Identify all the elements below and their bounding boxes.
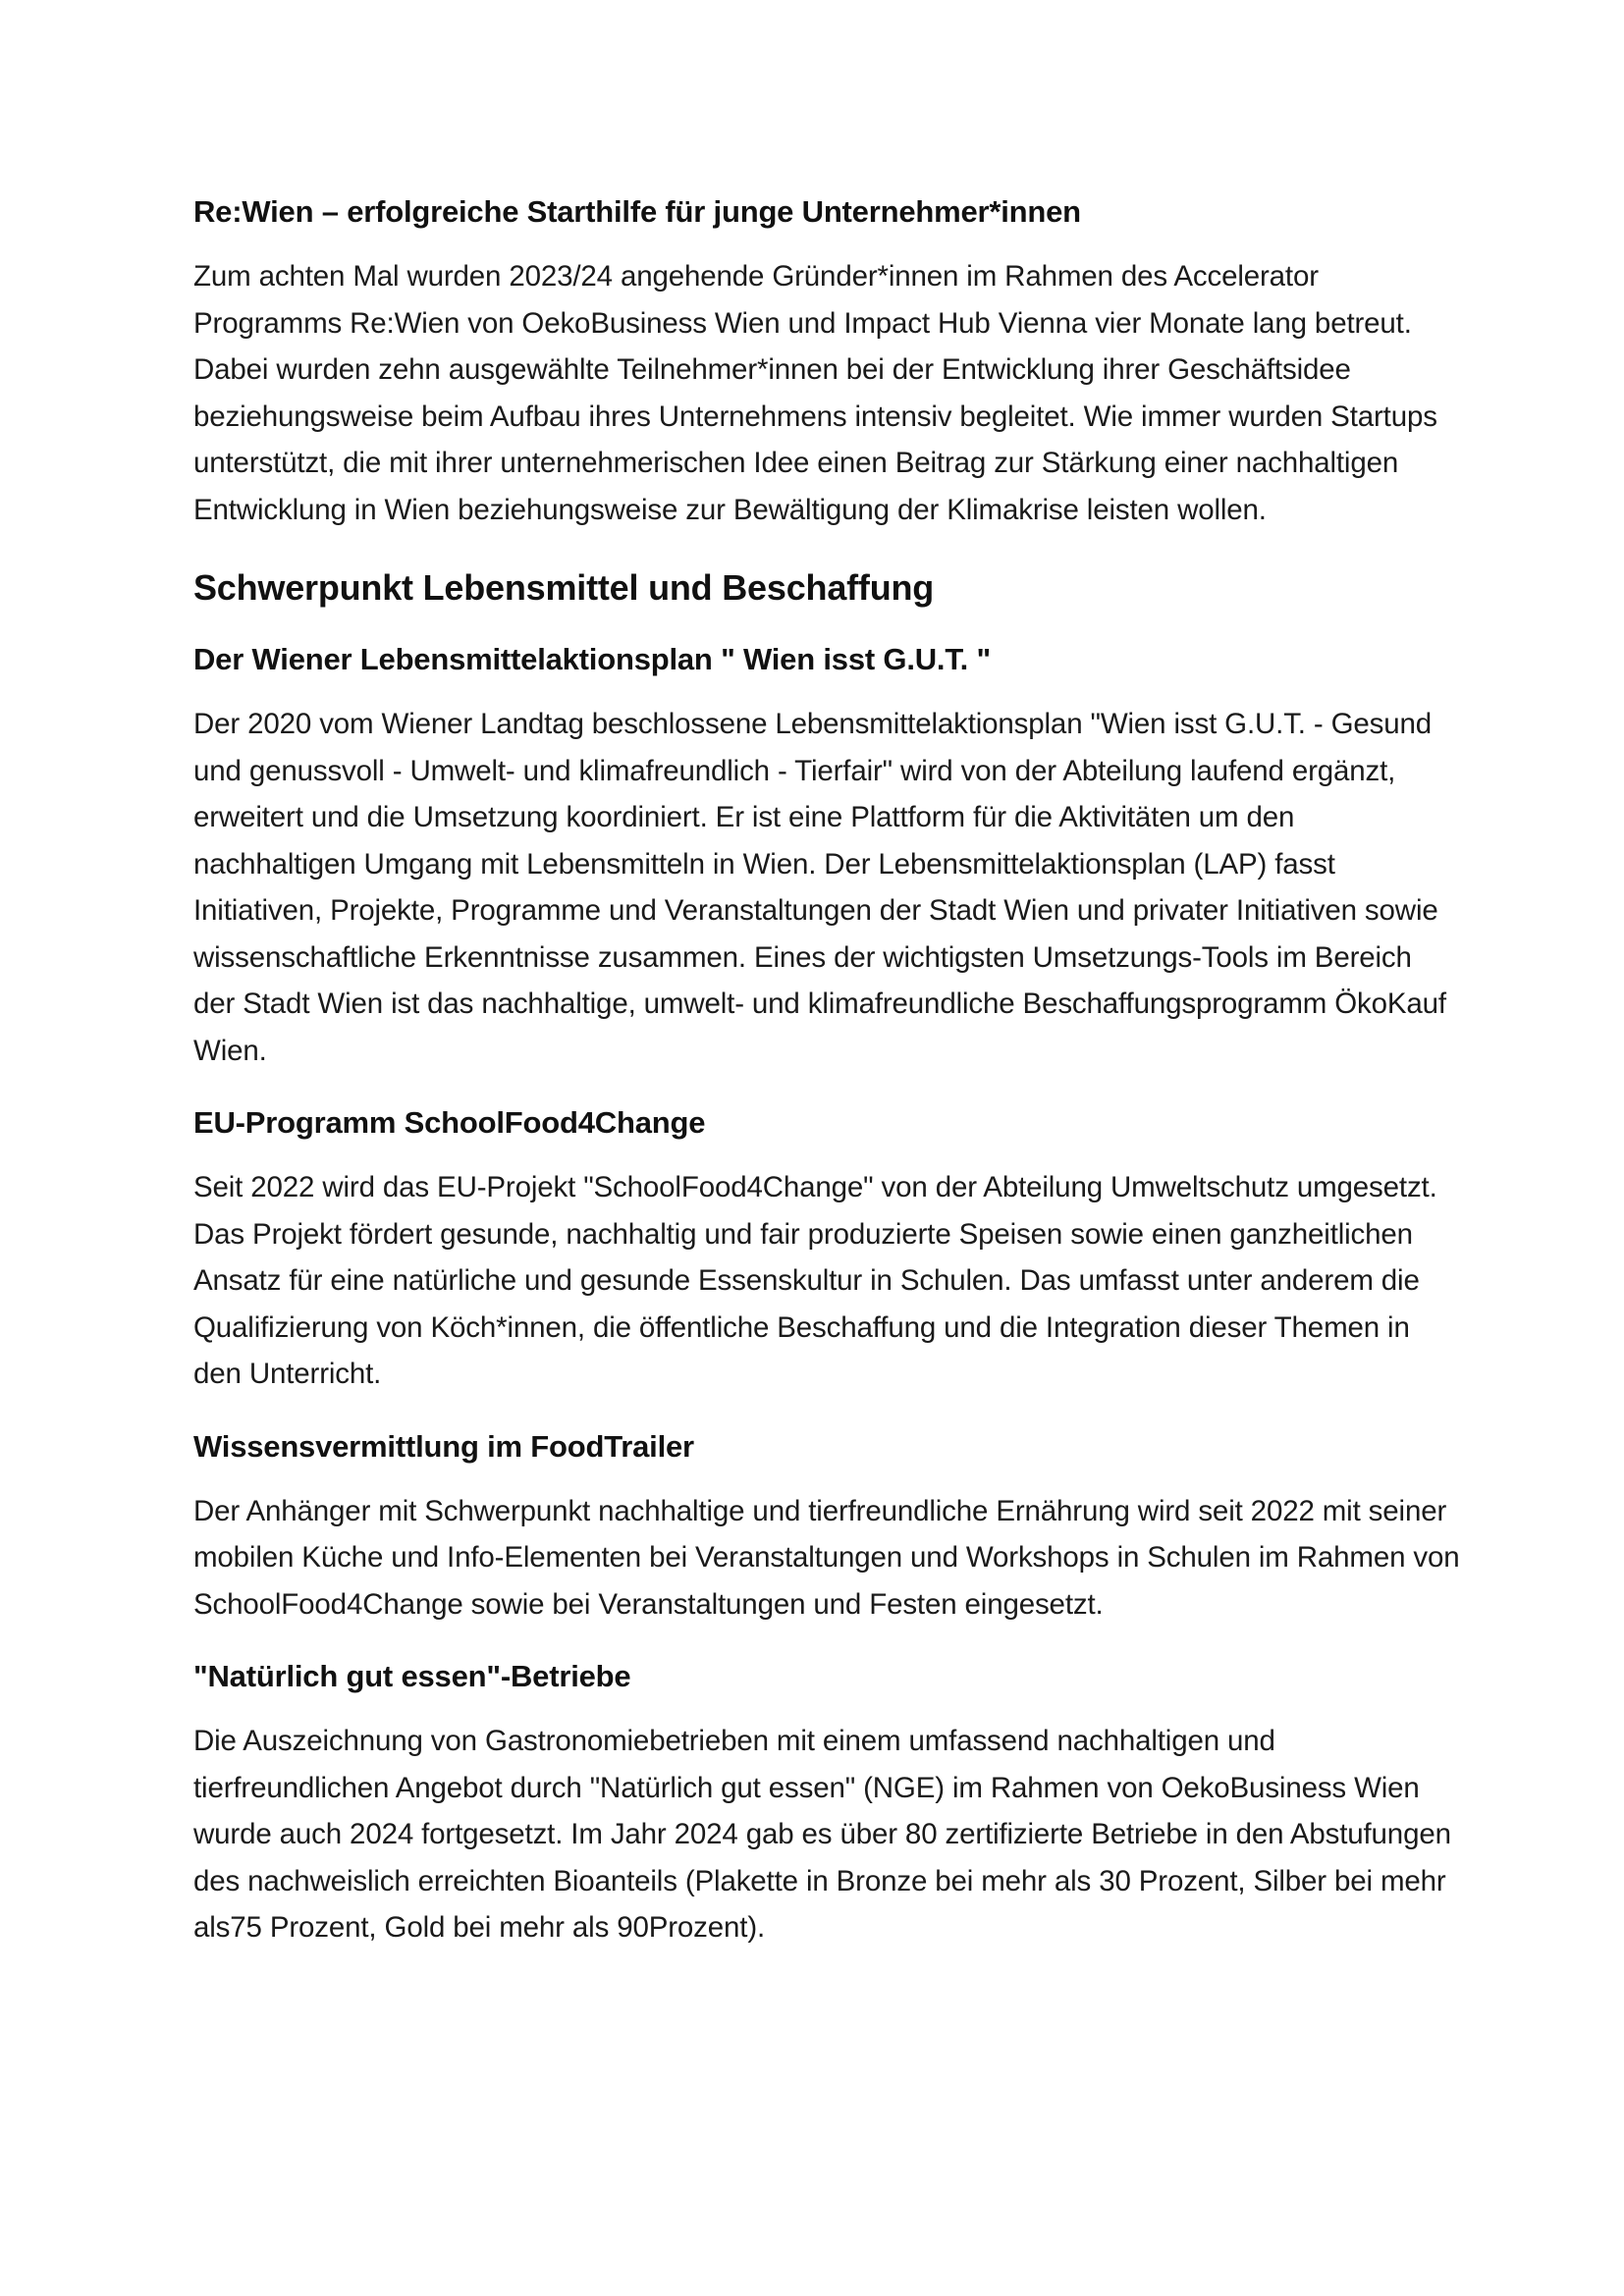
section-heading-rewien: Re:Wien – erfolgreiche Starthilfe für junge Unternehmer*innen [193, 194, 1081, 229]
section-paragraph-rewien: Zum achten Mal wurden 2023/24 angehende Gründer*innen im Rahmen des Accelerator Programms Re:Wien von OekoBusiness Wien und Impact Hub Vienna vier Monate lang betreut. Dabei wurden zehn ausgewählte Teilnehmer*innen bei der Entwicklung ihrer Geschäftsidee beziehungsweise beim Aufbau ihres Unternehmens intensiv begleitet. Wie immer wurden Startups unterstützt, die mit ihrer unternehmerischen Idee einen Beitrag zur Stärkung einer nachhaltigen Entwicklung in Wien beziehungsweise zur Bewältigung der Klimakrise leisten wollen. [193, 260, 1437, 526]
subsection-paragraph-foodtrailer: Der Anhänger mit Schwerpunkt nachhaltige und tierfreundliche Ernährung wird seit 2022 mit seiner mobilen Küche und Info-Elementen bei Veranstaltungen und Workshops in Schulen im Rahmen von SchoolFood4Change sowie bei Veranstaltungen und Festen eingesetzt. [193, 1494, 1460, 1621]
subsection-paragraph-nge: Die Auszeichnung von Gastronomiebetrieben mit einem umfassend nachhaltigen und tierfreundlichen Angebot durch "Natürlich gut essen" (NGE) im Rahmen von OekoBusiness Wien wurde auch 2024 fortgesetzt. Im Jahr 2024 gab es über 80 zertifizierte Betriebe in den Abstufungen des nachweislich erreichten Bioanteils (Plakette in Bronze bei mehr als 30 Prozent, Silber bei mehr als75 Prozent, Gold bei mehr als 90Prozent). [193, 1725, 1451, 1944]
subsection-heading-schoolfood: EU-Programm SchoolFood4Change [193, 1105, 706, 1140]
subsection-heading-foodtrailer: Wissensvermittlung im FoodTrailer [193, 1428, 694, 1464]
subsection-paragraph-lap: Der 2020 vom Wiener Landtag beschlossene Lebensmittelaktionsplan "Wien isst G.U.T. - Gesund und genussvoll - Umwelt- und klimafreundlich - Tierfair" wird von der Abteilung laufend ergänzt, erweitert und die Umsetzung koordiniert. Er ist eine Plattform für die Aktivitäten um den nachhaltigen Umgang mit Lebensmitteln in Wien. Der Lebensmittelaktionsplan (LAP) fasst Initiativen, Projekte, Programme und Veranstaltungen der Stadt Wien und privater Initiativen sowie wissenschaftliche Erkenntnisse zusammen. Eines der wichtigsten Umsetzungs-Tools im Bereich der Stadt Wien ist das nachhaltige, umwelt- und klimafreundliche Beschaffungsprogramm ÖkoKauf Wien. [193, 708, 1446, 1067]
main-heading-lebensmittel: Schwerpunkt Lebensmittel und Beschaffung [193, 567, 935, 608]
subsection-heading-nge: "Natürlich gut essen"-Betriebe [193, 1659, 631, 1693]
document-page [193, 192, 1460, 1951]
subsection-heading-lap: Der Wiener Lebensmittelaktionsplan " Wien isst G.U.T. " [193, 642, 991, 676]
subsection-paragraph-schoolfood: Seit 2022 wird das EU-Projekt "SchoolFood4Change" von der Abteilung Umweltschutz umgesetzt. Das Projekt fördert gesunde, nachhaltig und fair produzierte Speisen sowie einen ganzheitlichen Ansatz für eine natürliche und gesunde Essenskultur in Schulen. Das umfasst unter anderem die Qualifizierung von Köch*innen, die öffentliche Beschaffung und die Integration dieser Themen in den Unterricht. [193, 1171, 1437, 1390]
